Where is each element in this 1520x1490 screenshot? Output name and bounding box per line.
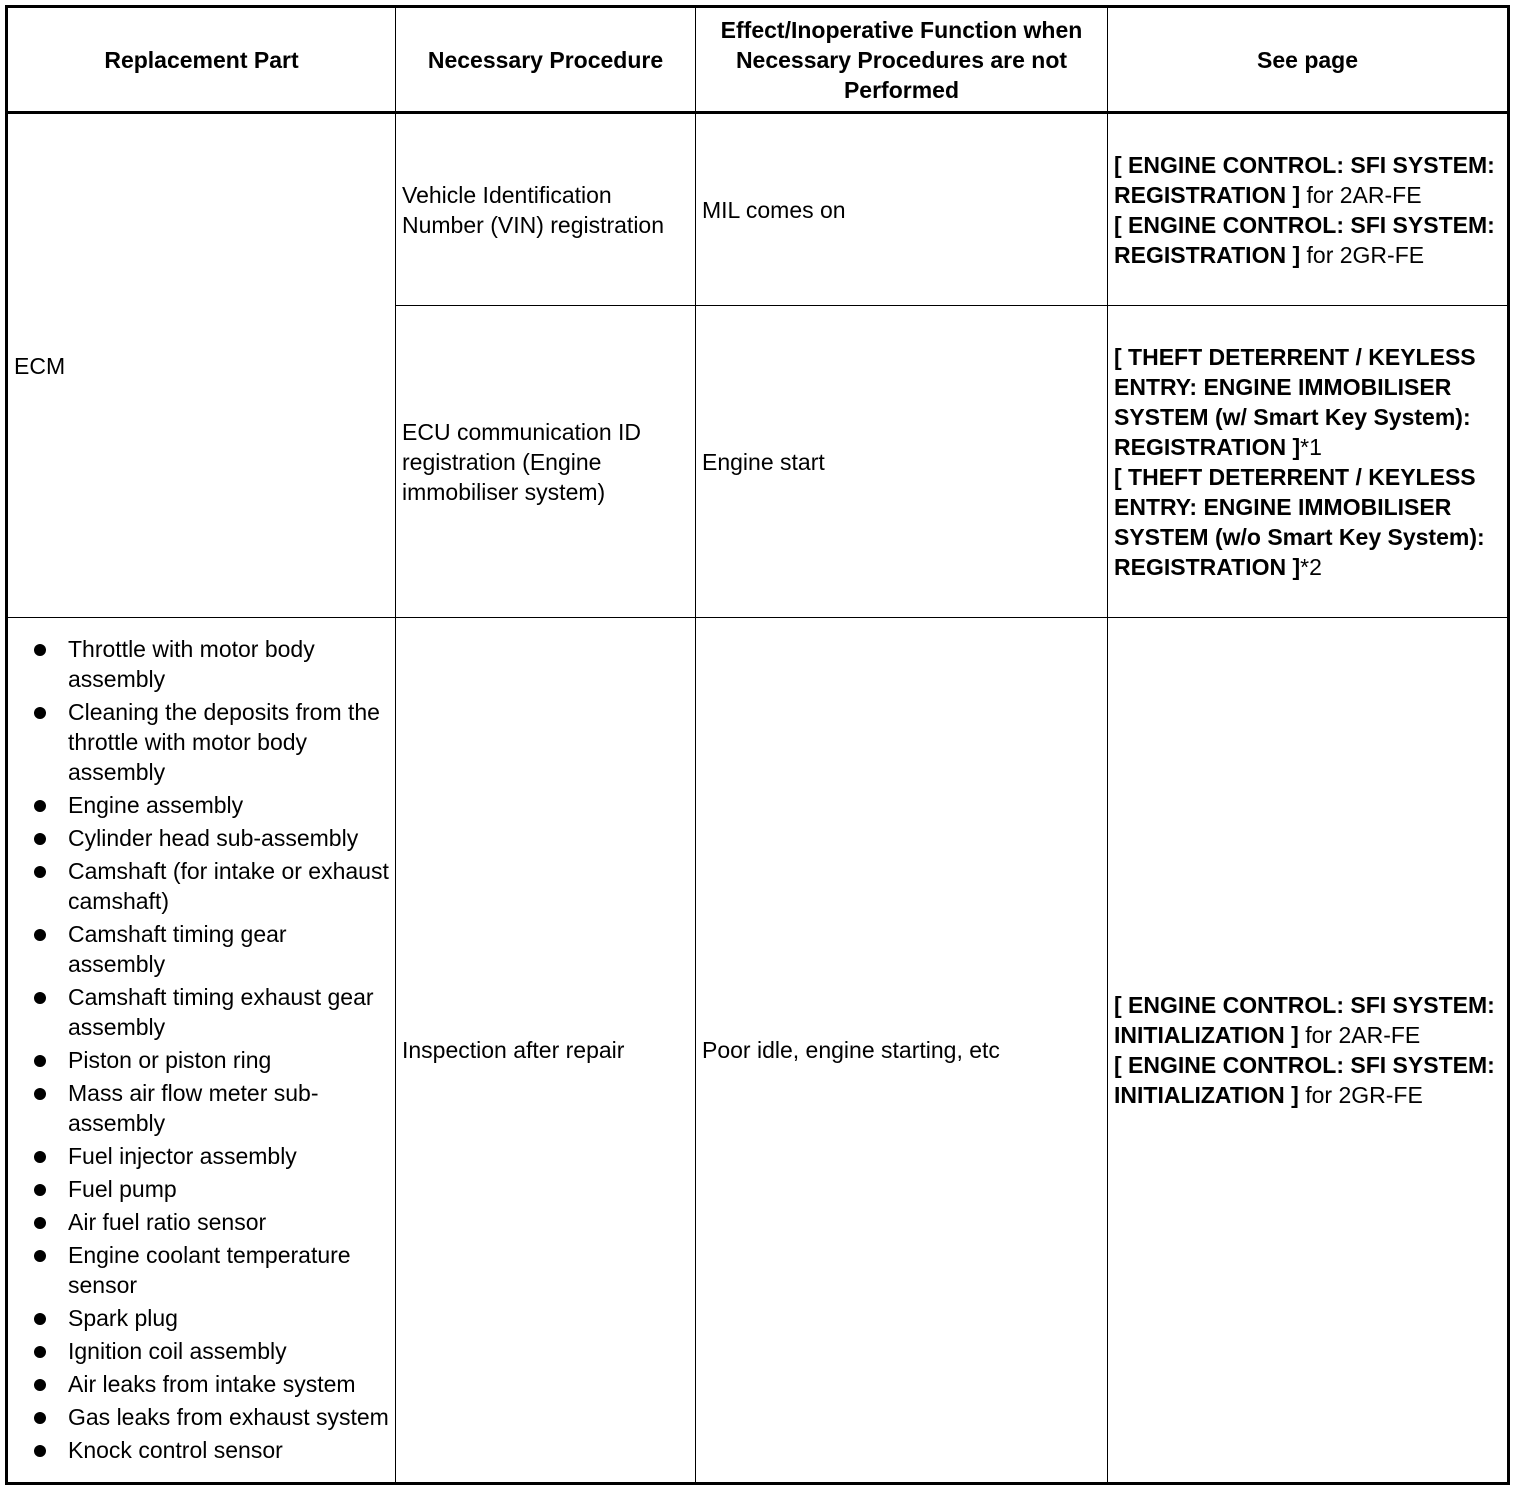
- reference-link[interactable]: [1114, 462, 1501, 582]
- header-row: [7, 7, 1509, 113]
- header-necessary-procedure: Necessary Procedure: [396, 7, 696, 113]
- list-item: Fuel injector assembly: [28, 1141, 389, 1171]
- table-row: [7, 113, 1509, 306]
- effect-cell: Engine start: [696, 306, 1108, 618]
- reference-suffix: *2: [1300, 553, 1322, 580]
- list-item: Cylinder head sub-assembly: [28, 823, 389, 853]
- reference-link[interactable]: [1114, 1050, 1501, 1110]
- reference-suffix: for 2GR-FE: [1300, 241, 1425, 268]
- reference-link[interactable]: [1114, 150, 1501, 210]
- procedure-cell: Inspection after repair: [396, 618, 696, 1484]
- reference-link[interactable]: [1114, 342, 1501, 462]
- reference-title: [ ENGINE CONTROL: SFI SYSTEM: REGISTRATION ]: [1114, 151, 1495, 208]
- list-item: Gas leaks from exhaust system: [28, 1402, 389, 1432]
- list-item: Ignition coil assembly: [28, 1336, 389, 1366]
- reference-title: [ ENGINE CONTROL: SFI SYSTEM: REGISTRATION ]: [1114, 211, 1495, 268]
- header-effect: Effect/Inoperative Function when Necessary Procedures are not Performed: [696, 7, 1108, 113]
- list-item: Spark plug: [28, 1303, 389, 1333]
- list-item: Air leaks from intake system: [28, 1369, 389, 1399]
- reference-suffix: for 2AR-FE: [1300, 181, 1422, 208]
- table-row: [7, 618, 1509, 1484]
- replacement-procedure-table: [5, 5, 1510, 1485]
- procedure-cell: Vehicle Identification Number (VIN) registration: [396, 113, 696, 306]
- list-item: Knock control sensor: [28, 1435, 389, 1465]
- procedure-cell: ECU communication ID registration (Engine immobiliser system): [396, 306, 696, 618]
- reference-link[interactable]: [1114, 990, 1501, 1050]
- reference-title: [ THEFT DETERRENT / KEYLESS ENTRY: ENGINE IMMOBILISER SYSTEM (w/o Smart Key System): REGISTRATION ]: [1114, 463, 1485, 580]
- reference-title: [ ENGINE CONTROL: SFI SYSTEM: INITIALIZATION ]: [1114, 1052, 1495, 1108]
- reference-suffix: *1: [1300, 433, 1322, 460]
- list-item: Camshaft timing gear assembly: [28, 919, 389, 979]
- effect-cell: Poor idle, engine starting, etc: [696, 618, 1108, 1484]
- list-item: Piston or piston ring: [28, 1045, 389, 1075]
- see-page-cell: [1108, 618, 1509, 1484]
- list-item: Mass air flow meter sub-assembly: [28, 1078, 389, 1138]
- reference-title: [ ENGINE CONTROL: SFI SYSTEM: INITIALIZATION ]: [1114, 992, 1495, 1048]
- header-see-page: See page: [1108, 7, 1509, 113]
- replacement-part-cell: ECM: [7, 113, 396, 618]
- list-item: Throttle with motor body assembly: [28, 634, 389, 694]
- see-page-cell: [1108, 306, 1509, 618]
- reference-suffix: for 2GR-FE: [1298, 1082, 1423, 1108]
- effect-cell: MIL comes on: [696, 113, 1108, 306]
- header-replacement-part: Replacement Part: [7, 7, 396, 113]
- reference-suffix: for 2AR-FE: [1298, 1022, 1421, 1048]
- list-item: Engine assembly: [28, 790, 389, 820]
- list-item: Camshaft (for intake or exhaust camshaft): [28, 856, 389, 916]
- see-page-cell: [1108, 113, 1509, 306]
- reference-title: [ THEFT DETERRENT / KEYLESS ENTRY: ENGINE IMMOBILISER SYSTEM (w/ Smart Key System): REGISTRATION ]: [1114, 343, 1476, 460]
- list-item: Fuel pump: [28, 1174, 389, 1204]
- replacement-parts-list-cell: [7, 618, 396, 1484]
- list-item: Cleaning the deposits from the throttle with motor body assembly: [28, 697, 389, 787]
- list-item: Engine coolant temperature sensor: [28, 1240, 389, 1300]
- list-item: Air fuel ratio sensor: [28, 1207, 389, 1237]
- parts-list: [14, 634, 389, 1465]
- reference-link[interactable]: [1114, 210, 1501, 270]
- list-item: Camshaft timing exhaust gear assembly: [28, 982, 389, 1042]
